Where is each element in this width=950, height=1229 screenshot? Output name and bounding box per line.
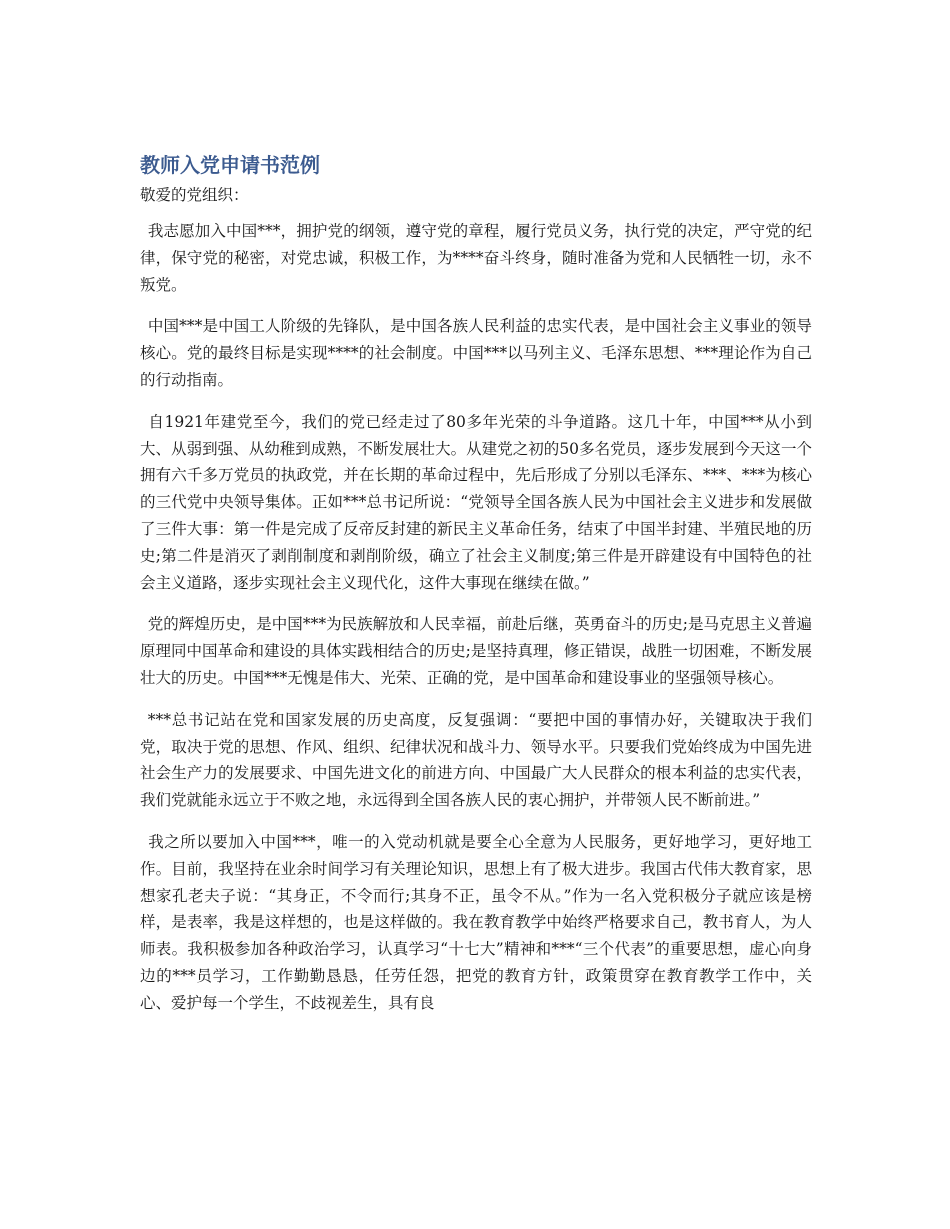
paragraph-6: 我之所以要加入中国***，唯一的入党动机就是要全心全意为人民服务，更好地学习，更好地工作。目前，我坚持在业余时间学习有关理论知识，思想上有了极大进步。我国古代伟大教育家，思想家孔老夫子说：“其身正，不令而行;其身不正，虽令不从。”作为一名入党积极分子就应该是榜样，是表率，我是这样想的，也是这样做的。我在教育教学中始终严格要求自己，教书育人，为人师表。我积极参加各种政治学习，认真学习“十七大”精神和***“三个代表”的重要思想，虚心向身边的***员学习，工作勤勤恳恳，任劳任怨，把党的教育方针，政策贯穿在教育教学工作中，关心、爱护每一个学生，不歧视差生，具有良 xyxy=(140,832,812,1012)
paragraph-5: ***总书记站在党和国家发展的历史高度，反复强调：“要把中国的事情办好，关键取决于我们党，取决于党的思想、作风、组织、纪律状况和战斗力、领导水平。只要我们党始终成为中国先进社会生产力的发展要求、中国先进文化的前进方向、中国最广大人民群众的根本利益的忠实代表，我们党就能永远立于不败之地，永远得到全国各族人民的衷心拥护，并带领人民不断前进。” xyxy=(140,710,812,810)
paragraph-4: 党的辉煌历史，是中国***为民族解放和人民幸福，前赴后继，英勇奋斗的历史;是马克思主义普遍原理同中国革命和建设的具体实践相结合的历史;是坚持真理，修正错误，战胜一切困难，不断发展壮大的历史。中国***无愧是伟大、光荣、正确的党，是中国革命和建设事业的坚强领导核心。 xyxy=(140,615,812,687)
paragraph-3: 自1921年建党至今，我们的党已经走过了80多年光荣的斗争道路。这几十年，中国***从小到大、从弱到强、从幼稚到成熟，不断发展壮大。从建党之初的50多名党员，逐步发展到今天这一个拥有六千多万党员的执政党，并在长期的革命过程中，先后形成了分别以毛泽东、***、***为核心的三代党中央领导集体。正如***总书记所说：“党领导全国各族人民为中国社会主义进步和发展做了三件大事：第一件是完成了反帝反封建的新民主义革命任务，结束了中国半封建、半殖民地的历史;第二件是消灭了剥削制度和剥削阶级，确立了社会主义制度;第三件是开辟建设有中国特色的社会主义道路，逐步实现社会主义现代化，这件大事现在继续在做。” xyxy=(140,412,812,592)
document-title: 教师入党申请书范例 xyxy=(140,153,320,177)
document-page xyxy=(140,150,812,1032)
paragraph-2: 中国***是中国工人阶级的先锋队，是中国各族人民利益的忠实代表，是中国社会主义事业的领导核心。党的最终目标是实现****的社会制度。中国***以马列主义、毛泽东思想、***理论作为自己的行动指南。 xyxy=(140,317,812,389)
paragraph-1: 我志愿加入中国***，拥护党的纲领，遵守党的章程，履行党员义务，执行党的决定，严守党的纪律，保守党的秘密，对党忠诚，积极工作，为****奋斗终身，随时准备为党和人民牺牲一切，永不叛党。 xyxy=(140,222,812,294)
salutation: 敬爱的党组织： xyxy=(140,186,249,204)
